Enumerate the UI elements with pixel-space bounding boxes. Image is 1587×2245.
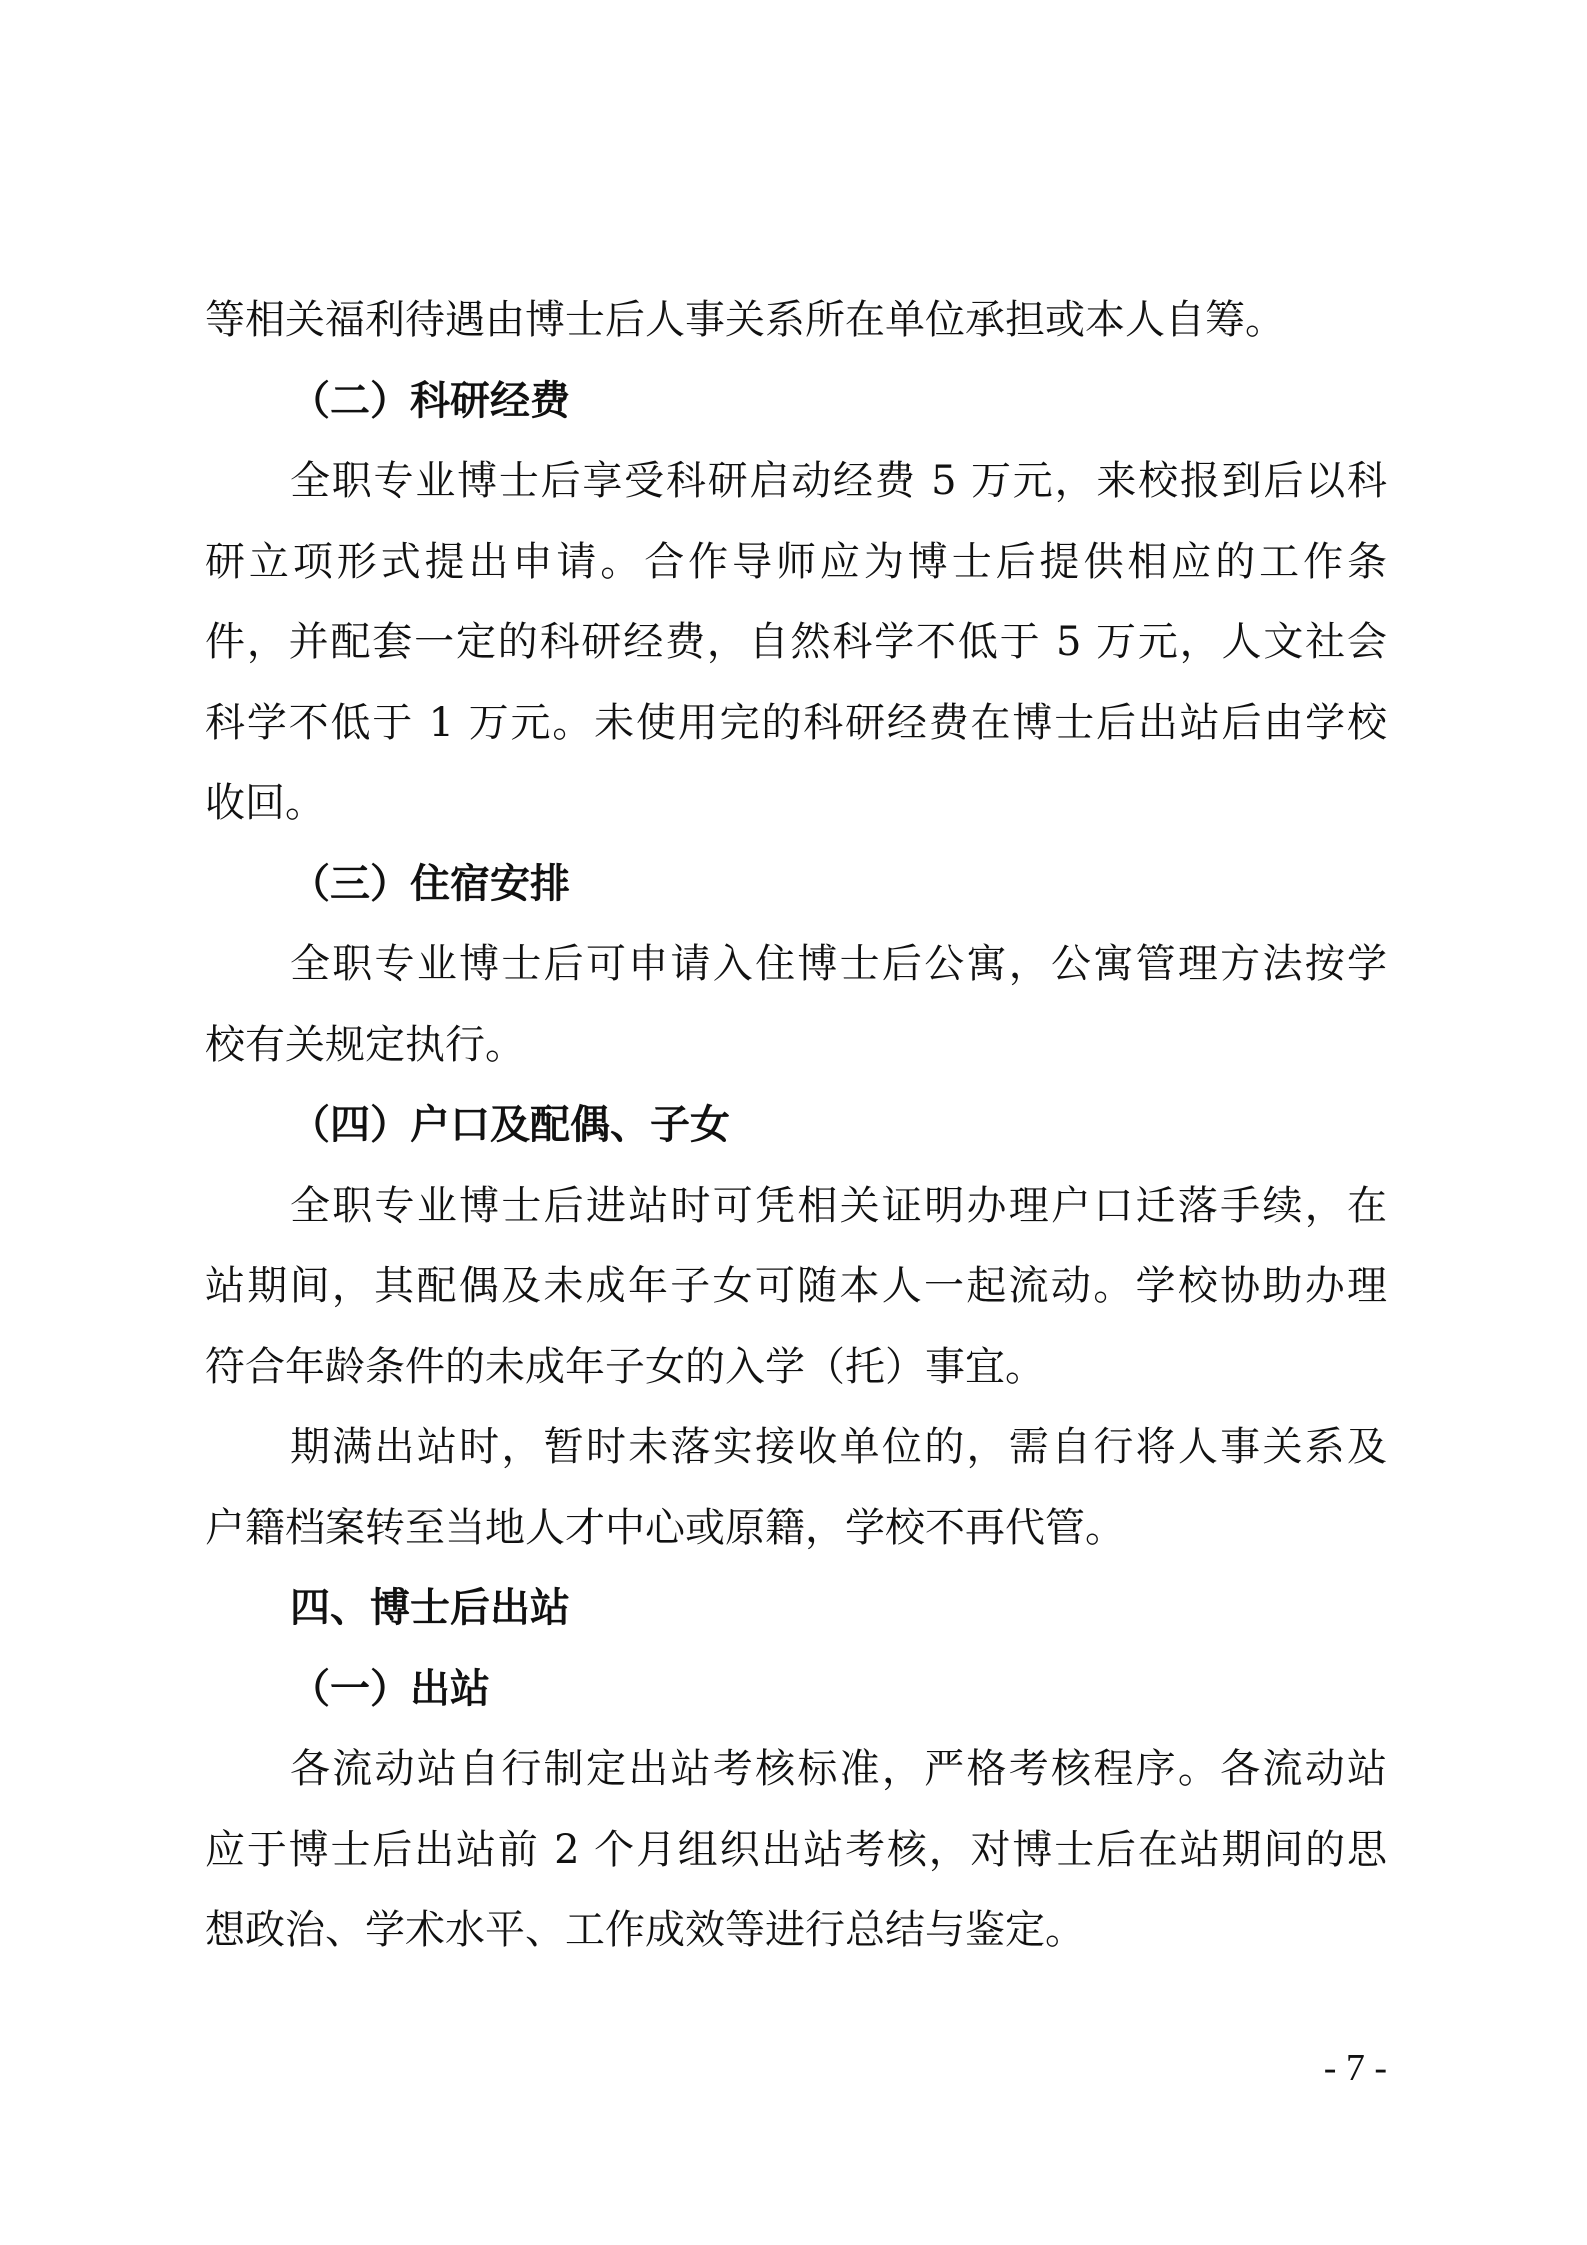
paragraph-line: 应于博士后出站前 2 个月组织出站考核，对博士后在站期间的思 bbox=[205, 1826, 1387, 1873]
document-body bbox=[205, 280, 1387, 1971]
paragraph-line: 等相关福利待遇由博士后人事关系所在单位承担或本人自筹。 bbox=[205, 297, 1285, 343]
paragraph-line: 各流动站自行制定出站考核标准，严格考核程序。各流动站 bbox=[290, 1746, 1387, 1792]
paragraph-line: 件，并配套一定的科研经费，自然科学不低于 5 万元，人文社会 bbox=[205, 619, 1387, 665]
paragraph-line: 期满出站时，暂时未落实接收单位的，需自行将人事关系及 bbox=[290, 1424, 1387, 1470]
paragraph-line: 想政治、学术水平、工作成效等进行总结与鉴定。 bbox=[205, 1907, 1085, 1953]
paragraph-line: 站期间，其配偶及未成年子女可随本人一起流动。学校协助办理 bbox=[205, 1263, 1387, 1309]
section-subheading: （三）住宿安排 bbox=[290, 859, 570, 907]
paragraph-line: 全职专业博士后进站时可凭相关证明办理户口迁落手续，在 bbox=[290, 1182, 1387, 1229]
paragraph-line: 科学不低于 1 万元。未使用完的科研经费在博士后出站后由学校 bbox=[205, 699, 1387, 746]
section-subheading: （四）户口及配偶、子女 bbox=[290, 1101, 730, 1148]
section-heading: 四、博士后出站 bbox=[290, 1585, 570, 1631]
paragraph-line: 研立项形式提出申请。合作导师应为博士后提供相应的工作条 bbox=[205, 538, 1387, 585]
paragraph-line: 校有关规定执行。 bbox=[205, 1021, 525, 1068]
document-lines bbox=[205, 280, 1387, 1971]
paragraph-line: 收回。 bbox=[205, 780, 325, 826]
section-subheading: （一）出站 bbox=[290, 1664, 490, 1712]
paragraph-line: 户籍档案转至当地人才中心或原籍，学校不再代管。 bbox=[205, 1504, 1125, 1551]
paragraph-line: 符合年龄条件的未成年子女的入学（托）事宜。 bbox=[205, 1343, 1045, 1390]
paragraph-line: 全职专业博士后可申请入住博士后公寓，公寓管理方法按学 bbox=[290, 941, 1387, 987]
paragraph-line: 全职专业博士后享受科研启动经费 5 万元，来校报到后以科 bbox=[290, 458, 1387, 504]
section-subheading: （二）科研经费 bbox=[290, 376, 570, 424]
page-number: - 7 - bbox=[1323, 2047, 1387, 2089]
